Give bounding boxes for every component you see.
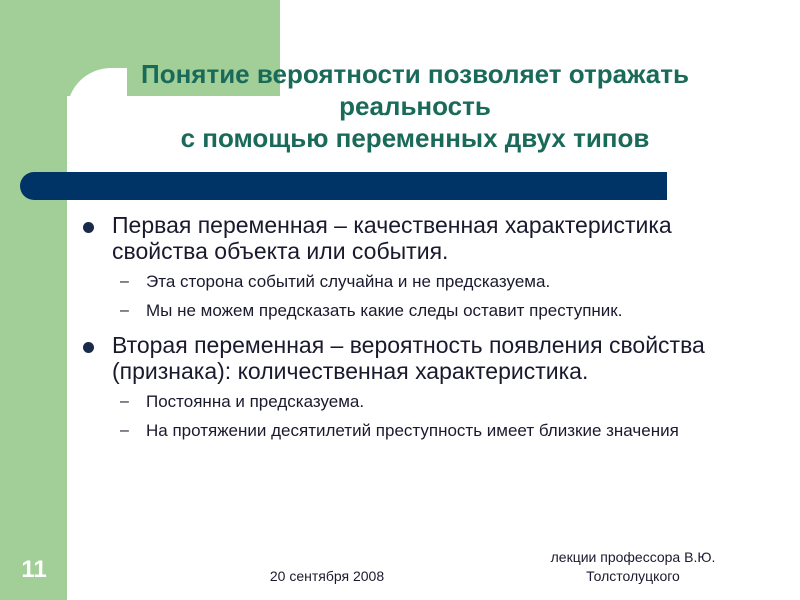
bullet-item <box>80 212 760 264</box>
slide-number: 11 <box>21 556 47 583</box>
bullet-text: Вторая переменная – вероятность появления свойства (признака): количественная характеристика. <box>112 332 705 384</box>
dash-icon: – <box>120 302 129 319</box>
sub-bullet-item <box>80 270 760 293</box>
footer-author <box>520 548 746 586</box>
dash-icon: – <box>120 273 129 290</box>
bullet-item <box>80 332 760 384</box>
sub-bullet-text: Эта сторона событий случайна и не предсказуема. <box>146 272 551 291</box>
slide-title <box>70 58 760 154</box>
title-line-2: реальность <box>339 91 491 121</box>
bullet-dot-icon <box>83 342 94 353</box>
bullet-group-2 <box>80 332 760 442</box>
footer-date: 20 сентября 2008 <box>269 568 385 584</box>
slide-body <box>80 212 760 442</box>
dash-icon: – <box>120 422 129 439</box>
sub-bullet-item <box>80 419 760 442</box>
author-line-1: лекции профессора В.Ю. <box>550 549 716 565</box>
sub-bullet-text: Постоянна и предсказуема. <box>146 392 365 411</box>
sub-bullet-text: Мы не можем предсказать какие следы оставит преступник. <box>146 301 623 320</box>
author-line-2: Толстолуцкого <box>586 568 680 584</box>
sub-bullet-item <box>80 299 760 322</box>
bullet-group-1 <box>80 212 760 322</box>
title-line-3: с помощью переменных двух типов <box>180 123 650 153</box>
sub-bullet-text: На протяжении десятилетий преступность имеет близкие значения <box>146 421 679 440</box>
dash-icon: – <box>120 393 129 410</box>
bullet-text: Первая переменная – качественная характеристика свойства объекта или события. <box>112 212 672 264</box>
title-line-1: Понятие вероятности позволяет отражать <box>141 59 689 89</box>
bullet-dot-icon <box>83 222 94 233</box>
sub-bullet-item <box>80 390 760 413</box>
title-divider-bar <box>20 172 667 200</box>
